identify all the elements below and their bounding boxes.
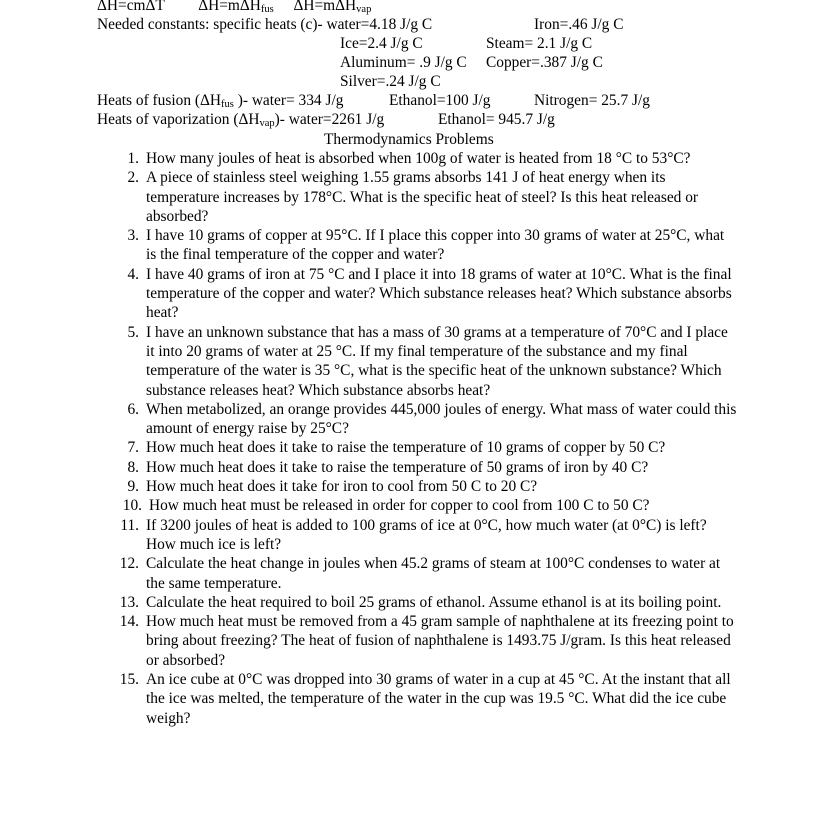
problem-item: 12. Calculate the heat change in joules when 45.2 grams of steam at 100°C condenses to water at the same temperature. [119,555,721,592]
formula-fusion: ΔH=mΔHfus [198,0,274,15]
page-title: Thermodynamics Problems [324,131,494,148]
problem-item: 13. Calculate the heat required to boil 25 grams of ethanol. Assume ethanol is at its boiling point. [119,593,722,611]
formula-vaporization: ΔH=mΔHvap [293,0,372,15]
vaporization-ethanol: Ethanol= 945.7 J/g [438,111,555,128]
problem-item: 11. If 3200 joules of heat is added to 100 grams of ice at 0°C, how much water (at 0°C) is left? How much ice is left? [120,516,707,553]
problem-item: 3. I have 10 grams of copper at 95°C. If I place this copper into 30 grams of water at 25°C, what is the final temperature of the copper and water? [127,227,725,264]
problem-item: 9. How much heat does it take for iron to cool from 50 C to 20 C? [127,478,538,496]
problem-item: 7. How much heat does it take to raise the temperature of 10 grams of copper by 50 C? [127,439,666,457]
problem-item: 10. How much heat must be released in order for copper to cool from 100 C to 50 C? [122,497,650,515]
constants-label: Needed constants: specific heats (c)- water=4.18 J/g C [97,16,433,33]
heats-of-fusion: Heats of fusion (ΔHfus )- water= 334 J/g [97,92,344,110]
problem-list [97,149,737,728]
constant-aluminum: Aluminum= .9 J/g C [340,54,467,71]
problem-item: 5. I have an unknown substance that has a mass of 30 grams at a temperature of 70°C and I place it into 20 grams of water at 25 °C. If my final temperature of the substance and my final temperature of the water is 35 °C, what is the specific heat of the unknown substance? Which substance releases heat? Which substance absorbs heat? [127,323,728,399]
problem-item: 1. How many joules of heat is absorbed when 100g of water is heated from 18 °C to 53°C? [127,150,691,167]
problem-item: 15. An ice cube at 0°C was dropped into 30 grams of water in a cup at 45 °C. At the instant that all the ice was melted, the temperature of the water in the cup was 19.5 °C. What did the ice cube weigh? [119,671,731,727]
problem-item: 14. How much heat must be removed from a 45 gram sample of naphthalene at its freezing point to bring about freezing? The heat of fusion of naphthalene is 1493.75 J/gram. Is this heat released or absorbed? [119,613,734,669]
heats-of-vaporization: Heats of vaporization (ΔHvap)- water=2261 J/g [97,111,385,129]
problem-item: 4. I have 40 grams of iron at 75 °C and I place it into 18 grams of water at 10°C. What is the final temperature of the copper and water? Which substance releases heat? Which substance absorbs heat? [127,265,732,322]
constant-ice: Ice=2.4 J/g C [340,35,423,52]
constant-iron: Iron=.46 J/g C [534,16,624,33]
problem-item: 2. A piece of stainless steel weighing 1.55 grams absorbs 141 J of heat energy when its temperature increases by 178°C. What is the specific heat of steel? Is this heat released or absorbed? [127,169,699,225]
fusion-nitrogen: Nitrogen= 25.7 J/g [534,92,650,109]
constant-silver: Silver=.24 J/g C [340,73,441,90]
problem-item: 8. How much heat does it take to raise the temperature of 50 grams of iron by 40 C? [127,458,649,476]
fusion-ethanol: Ethanol=100 J/g [389,92,491,109]
formula-specific-heat: ΔH=cmΔT [97,0,165,14]
constant-steam: Steam= 2.1 J/g C [486,35,593,52]
problem-item: 6. When metabolized, an orange provides 445,000 joules of energy. What mass of water could this amount of energy raise by 25°C? [127,400,737,438]
constant-copper: Copper=.387 J/g C [486,54,603,71]
